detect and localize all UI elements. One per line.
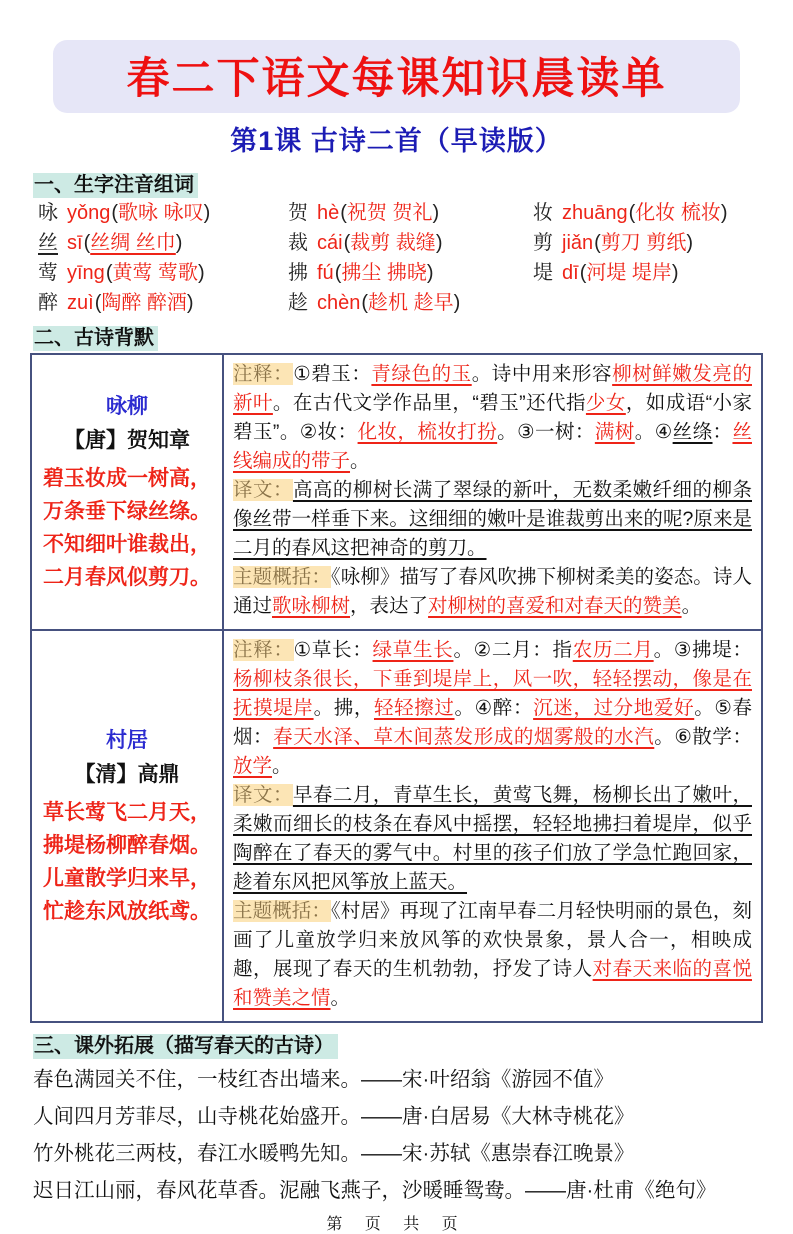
text-segment: 早春二月，青草生长，黄莺飞舞，杨柳长出了嫩叶，柔嫩而细长的枝条在春风中摇摆，轻轻地拂扫着堤岸，似乎陶醉在了春天的雾气中。村里的孩子们放了学急忙跑回家，趁着东风把风筝放上蓝天。 bbox=[233, 784, 752, 893]
char-grid bbox=[38, 201, 793, 315]
char-entry bbox=[288, 261, 533, 285]
poem-line: 儿童散学归来早， bbox=[43, 867, 211, 890]
annotation-block bbox=[233, 897, 752, 1013]
char-entry bbox=[38, 261, 288, 285]
pinyin: cái bbox=[317, 232, 343, 254]
text-segment: 绿草生长 bbox=[372, 639, 454, 661]
text-segment: ，如成语“小家碧玉”。②妆： bbox=[233, 392, 752, 443]
text-segment: 歌咏柳树 bbox=[272, 595, 351, 617]
text-segment: 。 bbox=[350, 450, 370, 472]
block-label: 译文： bbox=[233, 479, 293, 501]
word-group: 裁剪 裁缝 bbox=[350, 232, 436, 254]
paren-close: ) bbox=[435, 232, 443, 254]
extension-line: 人间四月芳菲尽，山寺桃花始盛开。——唐·白居易《大林寺桃花》 bbox=[33, 1105, 635, 1128]
word-group: 化妆 梳妆 bbox=[635, 202, 721, 224]
hanzi: 趁 bbox=[288, 292, 308, 314]
pinyin: zhuāng bbox=[562, 202, 628, 224]
text-segment: 少女 bbox=[585, 392, 626, 414]
poem-line: 万条垂下绿丝绦。 bbox=[43, 500, 211, 523]
char-entry bbox=[38, 291, 288, 315]
word-group: 歌咏 咏叹 bbox=[118, 202, 204, 224]
poem-title: 咏柳 bbox=[106, 395, 148, 418]
paren-open: ( bbox=[628, 202, 636, 224]
poem-line: 不知细叶谁裁出， bbox=[43, 533, 211, 556]
table-row bbox=[32, 355, 761, 629]
paren-open: ( bbox=[105, 262, 113, 284]
annotation-block bbox=[233, 781, 752, 897]
poem-line: 拂堤杨柳醉春烟。 bbox=[43, 834, 211, 857]
text-segment: 高高的柳树长满了翠绿的新叶，无数柔嫩纤细的柳条像丝带一样垂下来。这细细的嫩叶是谁裁剪出来的呢?原来是二月的春风这把神奇的剪刀。 bbox=[233, 479, 752, 559]
annotation-cell bbox=[224, 355, 761, 629]
text-segment: 放学 bbox=[233, 755, 273, 777]
text-segment: 轻轻擦过 bbox=[373, 697, 455, 719]
lesson-title: 第1课 古诗二首（早读版） bbox=[230, 126, 563, 156]
hanzi: 咏 bbox=[38, 202, 58, 224]
text-segment: 。 bbox=[330, 987, 351, 1009]
hanzi: 剪 bbox=[533, 232, 553, 254]
poem-line: 碧玉妆成一树高， bbox=[43, 467, 211, 490]
paren-open: ( bbox=[111, 202, 119, 224]
paren-close: ) bbox=[720, 202, 728, 224]
poem-line: 忙趁东风放纸鸢。 bbox=[43, 900, 211, 923]
char-entry bbox=[533, 261, 793, 285]
char-entry bbox=[533, 231, 793, 255]
paren-open: ( bbox=[334, 262, 342, 284]
word-group: 河堤 堤岸 bbox=[586, 262, 672, 284]
table-row bbox=[32, 629, 761, 1021]
block-label: 主题概括： bbox=[233, 566, 331, 588]
char-entry bbox=[288, 201, 533, 225]
annotation-block bbox=[233, 563, 752, 621]
annotation-cell bbox=[224, 631, 761, 1021]
poem-line: 二月春风似剪刀。 bbox=[43, 566, 211, 589]
paren-open: ( bbox=[343, 232, 351, 254]
text-segment: 对柳树的喜爱和对春天的赞美 bbox=[428, 595, 682, 617]
char-entry bbox=[38, 231, 288, 255]
text-segment: 。拂， bbox=[313, 697, 374, 719]
hanzi: 丝 bbox=[38, 232, 58, 254]
text-segment: 。⑤春烟： bbox=[233, 697, 752, 748]
text-segment: 。⑥散学： bbox=[654, 726, 752, 748]
text-segment: 柳树鲜嫩发亮的新叶 bbox=[233, 363, 752, 414]
pinyin: dī bbox=[562, 262, 579, 284]
hanzi: 妆 bbox=[533, 202, 553, 224]
hanzi: 莺 bbox=[38, 262, 58, 284]
pinyin: jiǎn bbox=[562, 232, 594, 254]
text-segment: 。在古代文学作品里，“碧玉”还代指 bbox=[272, 392, 586, 414]
paren-open: ( bbox=[579, 262, 587, 284]
extension-line: 迟日江山丽，春风花草香。泥融飞燕子，沙暖睡鸳鸯。——唐·杜甫《绝句》 bbox=[33, 1179, 717, 1202]
word-group: 祝贺 贺礼 bbox=[346, 202, 433, 224]
text-segment: ，表达了 bbox=[350, 595, 429, 617]
paren-close: ) bbox=[671, 262, 679, 284]
text-segment: 满树 bbox=[594, 421, 635, 443]
word-group: 黄莺 莺歌 bbox=[112, 262, 199, 284]
hanzi: 裁 bbox=[288, 232, 308, 254]
text-segment: 。③一树： bbox=[497, 421, 595, 443]
text-segment: 沉迷，过分地爱好 bbox=[533, 697, 695, 719]
word-group: 趁机 趁早 bbox=[368, 292, 454, 314]
paren-open: ( bbox=[361, 292, 369, 314]
paren-close: ) bbox=[453, 292, 461, 314]
text-segment: 。④ bbox=[634, 421, 673, 443]
word-group: 拂尘 拂晓 bbox=[341, 262, 427, 284]
poem-cell bbox=[32, 631, 224, 1021]
text-segment: 。诗中用来形容 bbox=[471, 363, 613, 385]
char-entry bbox=[38, 201, 288, 225]
extension-lines bbox=[33, 1061, 793, 1209]
pinyin: zuì bbox=[67, 292, 94, 314]
paren-close: ) bbox=[186, 292, 194, 314]
paren-close: ) bbox=[432, 202, 440, 224]
word-group: 剪刀 剪纸 bbox=[600, 232, 687, 254]
extension-line: 春色满园关不住，一枝红杏出墙来。——宋·叶绍翁《游园不值》 bbox=[33, 1068, 614, 1091]
text-segment: 丝绦 bbox=[672, 421, 713, 443]
text-segment: 杨柳枝条很长，下垂到堤岸上，风一吹，轻轻摆动，像是在抚摸堤岸 bbox=[233, 668, 752, 719]
text-segment: 《咏柳》描写了春风吹拂下柳树柔美的姿态。诗人通过 bbox=[233, 566, 752, 617]
page-footer: 第 页 共 页 bbox=[326, 1216, 467, 1233]
poem-table bbox=[30, 353, 763, 1023]
word-group: 陶醉 醉酒 bbox=[101, 292, 187, 314]
section-heading-words: 一、生字注音组词 bbox=[33, 168, 793, 197]
paren-open: ( bbox=[594, 232, 601, 254]
section-heading-poems: 二、古诗背默 bbox=[33, 321, 793, 350]
text-segment: 。③拂堤： bbox=[653, 639, 753, 661]
block-label: 注释： bbox=[233, 363, 294, 385]
paren-close: ) bbox=[686, 232, 694, 254]
hanzi: 拂 bbox=[288, 262, 308, 284]
hanzi: 贺 bbox=[288, 202, 308, 224]
block-label: 主题概括： bbox=[233, 900, 331, 922]
extension-line: 竹外桃花三两枝，春江水暖鸭先知。——宋·苏轼《惠崇春江晚景》 bbox=[33, 1142, 635, 1165]
char-entry bbox=[288, 291, 533, 315]
paren-open: ( bbox=[340, 202, 347, 224]
text-segment: 。④醉： bbox=[454, 697, 534, 719]
page-title: 春二下语文每课知识晨读单 bbox=[126, 55, 667, 103]
text-segment: ①碧玉： bbox=[293, 363, 372, 385]
pinyin: chèn bbox=[317, 292, 361, 314]
block-label: 译文： bbox=[233, 784, 293, 806]
paren-open: ( bbox=[83, 232, 91, 254]
text-segment: 春天水泽、草木间蒸发形成的烟雾般的水汽 bbox=[273, 726, 655, 748]
pinyin: sī bbox=[67, 232, 83, 254]
page-banner bbox=[53, 40, 740, 113]
text-segment: 。②二月：指 bbox=[453, 639, 573, 661]
paren-close: ) bbox=[175, 232, 183, 254]
text-segment: 农历二月 bbox=[572, 639, 654, 661]
paren-close: ) bbox=[203, 202, 211, 224]
text-segment: 《村居》再现了江南早春二月轻快明丽的景色，刻画了儿童放学归来放风筝的欢快景象，景人合一，相映成趣，展现了春天的生机勃勃，抒发了诗人 bbox=[233, 900, 752, 980]
poem-title: 村居 bbox=[106, 729, 148, 752]
word-group: 丝绸 丝巾 bbox=[90, 232, 176, 254]
pinyin: hè bbox=[317, 202, 340, 224]
annotation-block bbox=[233, 476, 752, 563]
section-heading-extension: 三、课外拓展（描写春天的古诗） bbox=[33, 1029, 793, 1058]
text-segment: ①草长： bbox=[293, 639, 373, 661]
paren-close: ) bbox=[426, 262, 434, 284]
text-segment: 化妆，梳妆打扮 bbox=[357, 421, 498, 443]
hanzi: 堤 bbox=[533, 262, 553, 284]
pinyin: yīng bbox=[67, 262, 105, 284]
poem-cell bbox=[32, 355, 224, 629]
text-segment: 丝线编成的带子 bbox=[233, 421, 752, 472]
poem-author: 【清】高鼎 bbox=[74, 763, 180, 786]
poem-author: 【唐】贺知章 bbox=[64, 429, 190, 452]
hanzi: 醉 bbox=[38, 292, 58, 314]
poem-line: 草长莺飞二月天， bbox=[43, 801, 211, 824]
text-segment: 对春天来临的喜悦和赞美之情 bbox=[233, 958, 752, 1009]
paren-open: ( bbox=[94, 292, 102, 314]
text-segment: 青绿色的玉 bbox=[371, 363, 472, 385]
morning-reading-sheet bbox=[0, 40, 793, 1233]
annotation-block bbox=[233, 360, 752, 476]
char-entry bbox=[288, 231, 533, 255]
text-segment: ： bbox=[712, 421, 733, 443]
block-label: 注释： bbox=[233, 639, 294, 661]
pinyin: fú bbox=[317, 262, 334, 284]
paren-close: ) bbox=[198, 262, 205, 284]
pinyin: yǒng bbox=[67, 202, 111, 224]
text-segment: 。 bbox=[272, 755, 292, 777]
char-entry bbox=[533, 201, 793, 225]
annotation-block bbox=[233, 636, 752, 781]
text-segment: 。 bbox=[681, 595, 702, 617]
